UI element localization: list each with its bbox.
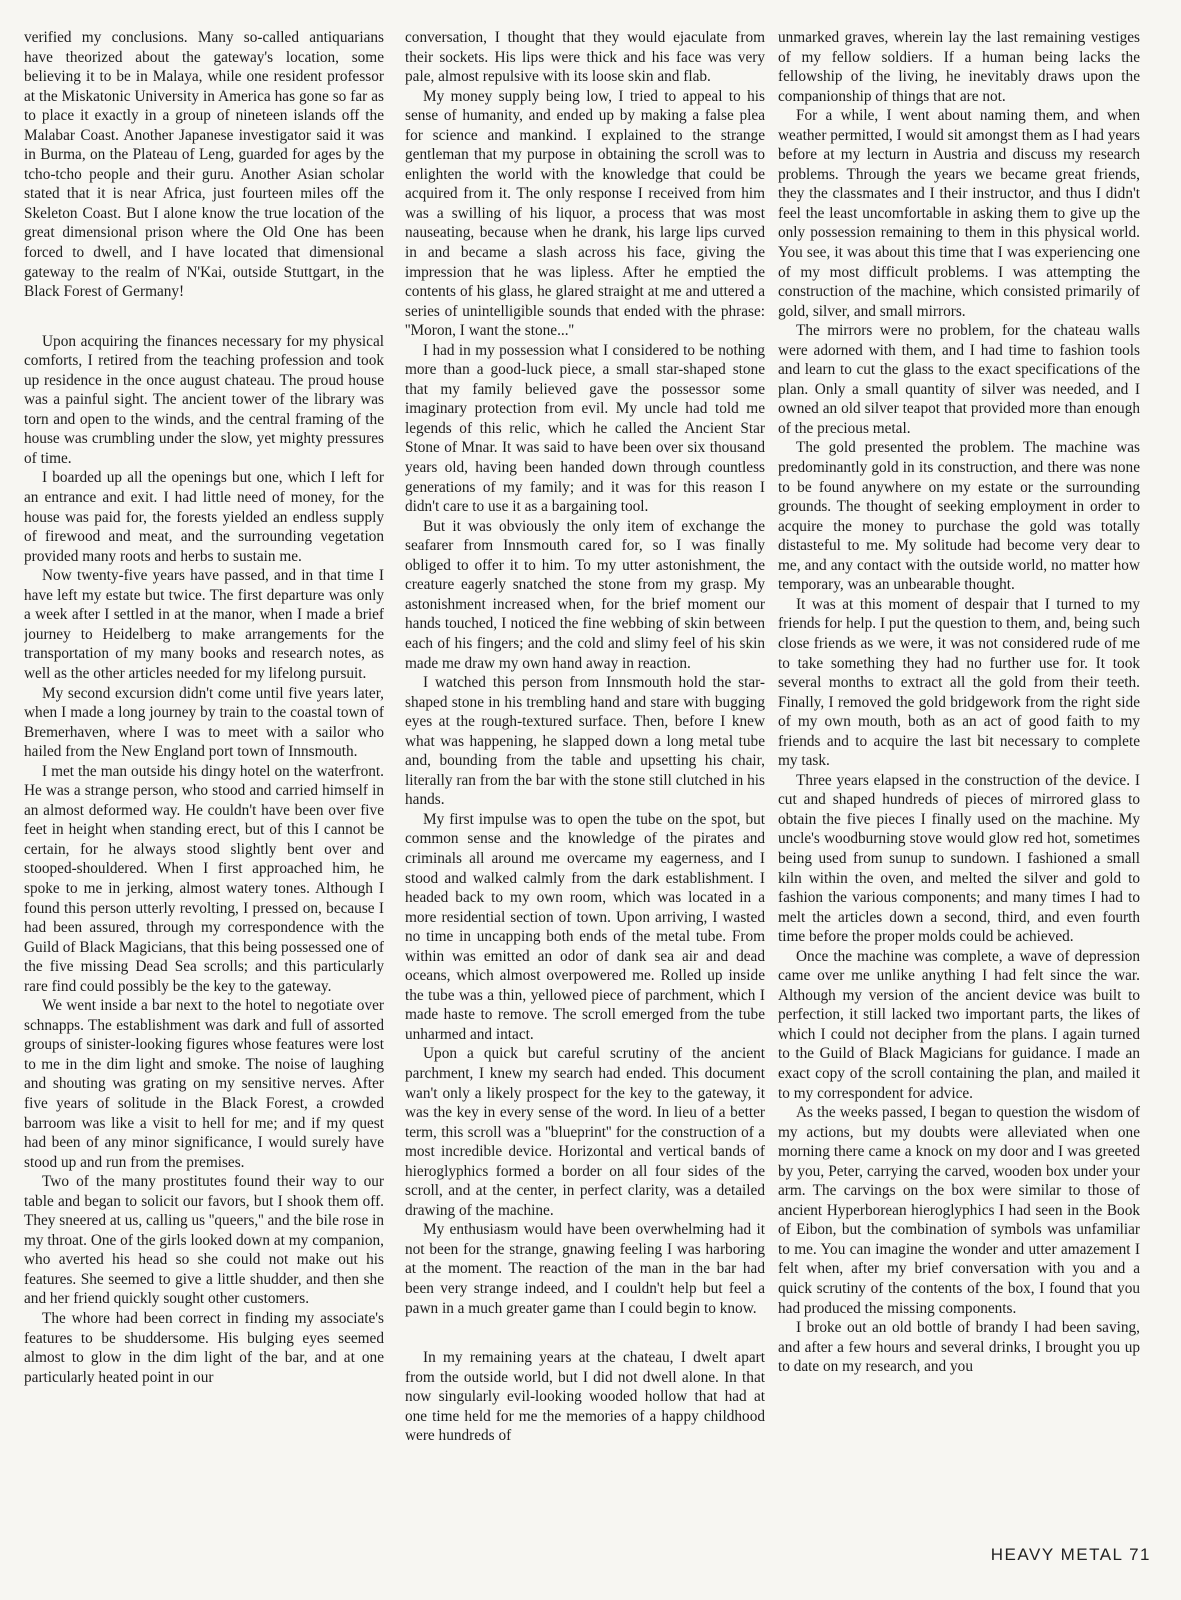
paragraph: Three years elapsed in the construction of the device. I cut and shaped hundreds of pieces of mirrored glass to obtain the five pieces I finally used on the machine. My uncle's woodburning stove would glow red hot, sometimes being used from sunup to sundown. I fashioned a small kiln within the oven, and melted the silver and gold to fashion the various components; and many times I had to melt the articles down a second, third, and even fourth time before the proper molds could be achieved. <box>778 771 1140 946</box>
paragraph: We went inside a bar next to the hotel to negotiate over schnapps. The establishment was dark and full of assorted groups of sinister-looking figures whose features were lost to me in the dim light and smoke. The noise of laughing and shouting was grating on my sensitive nerves. After five years of solitude in the Black Forest, a crowded barroom was like a visit to hell for me; and if my quest had been of any minor significance, I would surely have stood up and run from the premises. <box>24 997 384 1171</box>
paragraph: The whore had been correct in finding my associate's features to be shuddersome. His bulging eyes seemed almost to glow in the dim light of the bar, and at one particularly heated point in our <box>24 1310 384 1386</box>
paragraph: My second excursion didn't come until five years later, when I made a long journey by train to the coastal town of Bremerhaven, where I was to meet with a sailor who hailed from the New England port town of Innsmouth. <box>24 684 384 761</box>
text-column-3 <box>778 28 1140 1548</box>
paragraph: The mirrors were no problem, for the chateau walls were adorned with them, and I had time to fashion tools and learn to cut the glass to the exact specifications of the plan. Only a small quantity of silver was needed, and I owned an old silver teapot that provided more than enough of the precious metal. <box>778 322 1140 437</box>
paragraph: I boarded up all the openings but one, which I left for an entrance and exit. I had little need of money, for the house was paid for, the forests yielded an endless supply of firewood and meat, and the surrounding vegetation provided many roots and herbs to sustain me. <box>24 469 384 565</box>
paragraph: Upon a quick but careful scrutiny of the ancient parchment, I knew my search had ended. This document wan't only a likely prospect for the key to the gateway, it was the key in every sense of the word. In lieu of a better term, this scroll was a ''blueprint'' for the construction of a most incredible device. Horizontal and vertical bands of hieroglyphics formed a border on all four sides of the scroll, and at the center, in perfect clarity, was a detailed drawing of the machine. <box>405 1045 765 1219</box>
paragraph: In my remaining years at the chateau, I dwelt apart from the outside world, but I did not dwell alone. In that now singularly evil-looking wooded hollow that had at one time held for me the memories of a happy childhood were hundreds of <box>405 1349 765 1445</box>
paragraph: My money supply being low, I tried to appeal to his sense of humanity, and ended up by making a false plea for science and mankind. I explained to the strange gentleman that my purpose in obtaining the scroll was to enlighten the world with the knowledge that could be acquired from it. The only response I received from him was a swilling of his liquor, a process that was most nauseating, because when he drank, his large lips curved in and became a slash across his face, giving the impression that he was lipless. After he emptied the contents of his glass, he glared straight at me and uttered a series of unintelligible sounds that ended with the phrase: ''Moron, I want the stone...'' <box>405 87 765 340</box>
paragraph: I met the man outside his dingy hotel on the waterfront. He was a strange person, who stood and carried himself in an almost deformed way. He couldn't have been over five feet in height when standing erect, but of this I cannot be certain, for he always stood slightly bent over and stooped-shouldered. When I first approached him, he spoke to me in jerking, almost watery tones. Although I found this person utterly revolting, I pressed on, because I had been assured, through my correspondence with the Guild of Black Magicians, that this being possessed one of the five missing Dead Sea scrolls; and this particularly rare find could possibly be the key to the gateway. <box>24 762 384 995</box>
paragraph: For a while, I went about naming them, and when weather permitted, I would sit amongst them as I had years before at my lecturn in Austria and discuss my research problems. Through the years we became great friends, they the classmates and I their instructor, and thus I didn't feel the least uncomfortable in asking them to give up the only possession remaining to them in this physical world. You see, it was about this time that I was experiencing one of my most difficult problems. I was attempting the construction of the machine, which consisted primarily of gold, silver, and small mirrors. <box>778 107 1140 320</box>
paragraph: I had in my possession what I considered to be nothing more than a good-luck piece, a small star-shaped stone that my family believed gave the possessor some imaginary protection from evil. My uncle had told me legends of this relic, which he called the Ancient Star Stone of Mnar. It was said to have been over six thousand years old, having been handed down through countless generations of my family; and it was for this reason I didn't care to use it as a bargaining tool. <box>405 341 765 516</box>
paragraph: conversation, I thought that they would ejaculate from their sockets. His lips were thick and his face was very pale, almost repulsive with its loose skin and flab. <box>405 29 765 86</box>
paragraph: Now twenty-five years have passed, and in that time I have left my estate but twice. The first departure was only a week after I settled in at the manor, when I made a brief journey to Heidelberg to make arrangements for the transportation of my many books and research notes, as well as the other articles needed for my lifelong pursuit. <box>24 567 384 682</box>
paragraph: The gold presented the problem. The machine was predominantly gold in its construction, and there was none to be found anywhere on my estate or the surrounding grounds. The thought of seeking employment in order to acquire the money to purchase the gold was totally distasteful to me. My solitude had become very dear to me, and any contact with the outside world, no matter how temporary, was an unbearable thought. <box>778 439 1140 594</box>
paragraph: As the weeks passed, I began to question the wisdom of my actions, but my doubts were alleviated when one morning there came a knock on my door and I was greeted by you, Peter, carrying the carved, wooden box under your arm. The carvings on the box were similar to those of ancient Hyperborean hieroglyphics I had seen in the Book of Eibon, but the combination of symbols was unfamiliar to me. You can imagine the wonder and utter amazement I felt when, after my brief conversation with you and a quick scrutiny of the contents of the box, I found that you had produced the missing components. <box>778 1104 1140 1317</box>
text-column-2 <box>405 28 765 1548</box>
paragraph: unmarked graves, wherein lay the last remaining vestiges of my fellow soldiers. If a human being lacks the fellowship of the living, he inevitably draws upon the companionship of things that are not. <box>778 29 1140 105</box>
paragraph: I watched this person from Innsmouth hold the star-shaped stone in his trembling hand and stare with bugging eyes at the rough-textured surface. Then, before I knew what was happening, he slapped down a long metal tube and, bounding from the table and upsetting his chair, literally ran from the bar with the stone still clutched in his hands. <box>405 674 765 809</box>
paragraph: But it was obviously the only item of exchange the seafarer from Innsmouth cared for, so I was finally obliged to offer it to him. To my utter astonishment, the creature eagerly snatched the stone from my grasp. My astonishment increased when, for the brief moment our hands touched, I noticed the fine webbing of skin between each of his fingers; and the cold and slimy feel of his skin made me draw my own hand away in reaction. <box>405 517 765 672</box>
paragraph: verified my conclusions. Many so-called antiquarians have theorized about the gateway's location, some believing it to be in Malaya, while one resident professor at the Miskatonic University in America has gone so far as to place it exactly in a group of nineteen islands off the Malabar Coast. Another Japanese investigator said it was in Burma, on the Plateau of Leng, guarded for ages by the tcho-tcho people and their guru. Another Asian scholar stated that it is near Africa, just fourteen miles off the Skeleton Coast. But I alone know the true location of the great dimensional prison where the Old One has been forced to dwell, and I have located that dimensional gateway to the realm of N'Kai, outside Stuttgart, in the Black Forest of Germany! <box>24 29 384 301</box>
paragraph: Once the machine was complete, a wave of depression came over me unlike anything I had felt since the war. Although my version of the ancient device was built to perfection, it still lacked two important parts, the likes of which I could not decipher from the plans. I again turned to the Guild of Black Magicians for guidance. I made an exact copy of the scroll containing the plan, and mailed it to my correspondent for advice. <box>778 947 1140 1102</box>
page-folio: HEAVY METAL 71 <box>990 1545 1151 1564</box>
paragraph: It was at this moment of despair that I turned to my friends for help. I put the question to them, and, being such close friends as we were, it was not considered rude of me to take something they had no further use for. It took several months to extract all the gold from their teeth. Finally, I removed the gold bridgework from the right side of my own mouth, both as an act of good faith to my friends and to acquire the last bit necessary to complete my task. <box>778 595 1140 770</box>
paragraph: Upon acquiring the finances necessary for my physical comforts, I retired from the teaching profession and took up residence in the once august chateau. The proud house was a painful sight. The ancient tower of the library was torn and open to the winds, and the central framing of the house was crumbling under the slow, yet mighty pressures of time. <box>24 332 384 467</box>
paragraph: I broke out an old bottle of brandy I had been saving, and after a few hours and several drinks, I brought you up to date on my research, and you <box>778 1319 1140 1376</box>
paragraph: Two of the many prostitutes found their way to our table and began to solicit our favors, but I shook them off. They sneered at us, calling us ''queers,'' and the bile rose in my throat. One of the girls looked down at my companion, who averted his head so she could not make out his features. She seemed to give a little shudder, and then she and her friend quickly sought other customers. <box>24 1173 384 1308</box>
text-column-1 <box>24 28 384 1548</box>
paragraph: My enthusiasm would have been overwhelming had it not been for the strange, gnawing feeling I was harboring at the moment. The reaction of the man in the bar had been very strange indeed, and I couldn't help but feel a pawn in a much greater game than I could begin to know. <box>405 1221 765 1317</box>
paragraph: My first impulse was to open the tube on the spot, but common sense and the knowledge of the pirates and criminals all around me overcame my eagerness, and I stood and walked calmly from the dark establishment. I headed back to my own room, which was located in a more residential section of town. Upon arriving, I wasted no time in uncapping both ends of the metal tube. From within was emitted an odor of dank sea air and dead oceans, which almost overpowered me. Rolled up inside the tube was a thin, yellowed piece of parchment, which I made haste to remove. The scroll emerged from the tube unharmed and intact. <box>405 810 765 1043</box>
